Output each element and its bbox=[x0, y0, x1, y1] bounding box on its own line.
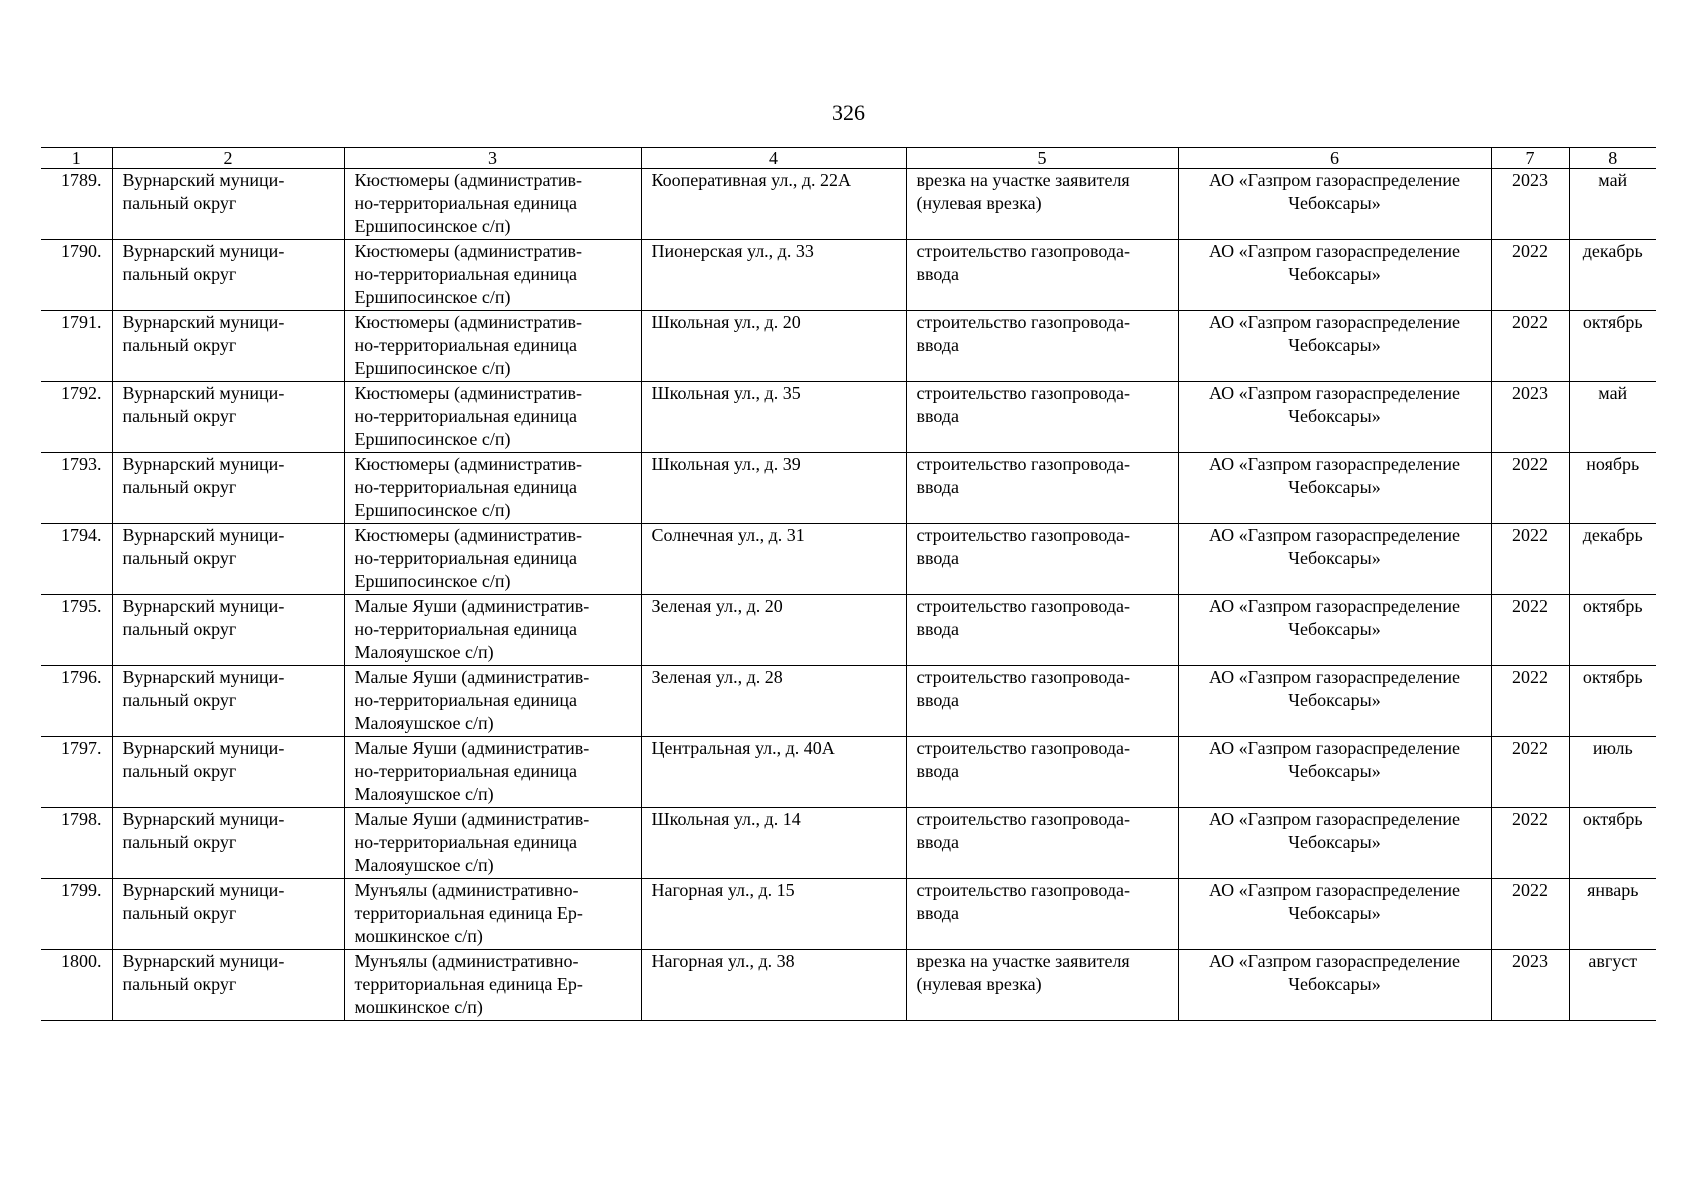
district-cell bbox=[112, 666, 344, 737]
column-header: 1 bbox=[41, 148, 112, 169]
organization-cell bbox=[1178, 666, 1491, 737]
address-cell bbox=[641, 808, 906, 879]
district-cell-text: Вурнарский муници- пальный округ bbox=[122, 667, 285, 710]
year-cell bbox=[1491, 382, 1569, 453]
district-cell-text: Вурнарский муници- пальный округ bbox=[122, 596, 285, 639]
organization-cell bbox=[1178, 595, 1491, 666]
year-cell-text: 2022 bbox=[1512, 880, 1548, 900]
page-number: 326 bbox=[832, 100, 865, 125]
year-cell-text: 2023 bbox=[1512, 951, 1548, 971]
month-cell-text: декабрь bbox=[1582, 525, 1643, 545]
district-cell bbox=[112, 808, 344, 879]
district-cell-text: Вурнарский муници- пальный округ bbox=[122, 951, 285, 994]
address-cell-text: Школьная ул., д. 39 bbox=[651, 454, 801, 474]
organization-cell bbox=[1178, 950, 1491, 1021]
organization-cell-text: АО «Газпром газораспределение Чебоксары» bbox=[1209, 312, 1460, 355]
header-row bbox=[41, 148, 1656, 169]
work-type-cell bbox=[906, 595, 1178, 666]
work-type-cell-text: строительство газопровода- ввода bbox=[916, 880, 1130, 923]
year-cell bbox=[1491, 311, 1569, 382]
locality-cell-text: Малые Яуши (административ- но-территориальная единица Малояушское с/п) bbox=[354, 738, 590, 804]
column-header: 5 bbox=[906, 148, 1178, 169]
table-row bbox=[41, 808, 1656, 879]
year-cell-text: 2022 bbox=[1512, 454, 1548, 474]
month-cell bbox=[1569, 169, 1656, 240]
month-cell bbox=[1569, 311, 1656, 382]
work-type-cell bbox=[906, 666, 1178, 737]
organization-cell bbox=[1178, 524, 1491, 595]
organization-cell-text: АО «Газпром газораспределение Чебоксары» bbox=[1209, 809, 1460, 852]
locality-cell bbox=[344, 666, 641, 737]
address-cell bbox=[641, 666, 906, 737]
district-cell bbox=[112, 737, 344, 808]
address-cell bbox=[641, 311, 906, 382]
column-header: 2 bbox=[112, 148, 344, 169]
month-cell-text: октябрь bbox=[1582, 596, 1643, 616]
work-type-cell bbox=[906, 311, 1178, 382]
row-number-text: 1795. bbox=[61, 596, 102, 616]
year-cell bbox=[1491, 666, 1569, 737]
district-cell bbox=[112, 950, 344, 1021]
locality-cell bbox=[344, 240, 641, 311]
locality-cell-text: Кюстюмеры (административ- но-территориальная единица Ершипосинское с/п) bbox=[354, 525, 583, 591]
year-cell-text: 2022 bbox=[1512, 738, 1548, 758]
row-number-text: 1792. bbox=[61, 383, 102, 403]
organization-cell-text: АО «Газпром газораспределение Чебоксары» bbox=[1209, 525, 1460, 568]
month-cell-text: октябрь bbox=[1582, 809, 1643, 829]
work-type-cell-text: строительство газопровода- ввода bbox=[916, 667, 1130, 710]
district-cell bbox=[112, 169, 344, 240]
address-cell bbox=[641, 879, 906, 950]
organization-cell bbox=[1178, 737, 1491, 808]
year-cell-text: 2022 bbox=[1512, 667, 1548, 687]
locality-cell-text: Кюстюмеры (административ- но-территориальная единица Ершипосинское с/п) bbox=[354, 454, 583, 520]
district-cell bbox=[112, 453, 344, 524]
work-type-cell-text: строительство газопровода- ввода bbox=[916, 454, 1130, 497]
organization-cell-text: АО «Газпром газораспределение Чебоксары» bbox=[1209, 951, 1460, 994]
organization-cell bbox=[1178, 240, 1491, 311]
work-type-cell bbox=[906, 879, 1178, 950]
row-number bbox=[41, 808, 112, 879]
row-number bbox=[41, 595, 112, 666]
organization-cell-text: АО «Газпром газораспределение Чебоксары» bbox=[1209, 454, 1460, 497]
column-header: 6 bbox=[1178, 148, 1491, 169]
row-number bbox=[41, 950, 112, 1021]
address-cell-text: Нагорная ул., д. 15 bbox=[651, 880, 795, 900]
district-cell-text: Вурнарский муници- пальный округ bbox=[122, 454, 285, 497]
work-type-cell-text: строительство газопровода- ввода bbox=[916, 738, 1130, 781]
work-type-cell-text: строительство газопровода- ввода bbox=[916, 241, 1130, 284]
year-cell bbox=[1491, 524, 1569, 595]
district-cell bbox=[112, 879, 344, 950]
district-cell bbox=[112, 240, 344, 311]
row-number bbox=[41, 737, 112, 808]
locality-cell bbox=[344, 595, 641, 666]
work-type-cell-text: строительство газопровода- ввода bbox=[916, 383, 1130, 426]
month-cell-text: май bbox=[1598, 383, 1628, 403]
row-number-text: 1793. bbox=[61, 454, 102, 474]
locality-cell-text: Малые Яуши (административ- но-территориальная единица Малояушское с/п) bbox=[354, 596, 590, 662]
year-cell bbox=[1491, 737, 1569, 808]
work-type-cell-text: строительство газопровода- ввода bbox=[916, 312, 1130, 355]
row-number bbox=[41, 879, 112, 950]
district-cell bbox=[112, 595, 344, 666]
row-number-text: 1790. bbox=[61, 241, 102, 261]
district-cell-text: Вурнарский муници- пальный округ bbox=[122, 241, 285, 284]
row-number-text: 1799. bbox=[61, 880, 102, 900]
organization-cell bbox=[1178, 808, 1491, 879]
month-cell-text: август bbox=[1588, 951, 1638, 971]
address-cell bbox=[641, 169, 906, 240]
row-number bbox=[41, 240, 112, 311]
month-cell bbox=[1569, 950, 1656, 1021]
address-cell bbox=[641, 737, 906, 808]
district-cell bbox=[112, 311, 344, 382]
row-number bbox=[41, 453, 112, 524]
locality-cell bbox=[344, 524, 641, 595]
row-number bbox=[41, 524, 112, 595]
locality-cell bbox=[344, 808, 641, 879]
month-cell-text: ноябрь bbox=[1586, 454, 1640, 474]
organization-cell-text: АО «Газпром газораспределение Чебоксары» bbox=[1209, 596, 1460, 639]
year-cell-text: 2022 bbox=[1512, 525, 1548, 545]
year-cell bbox=[1491, 169, 1569, 240]
month-cell bbox=[1569, 524, 1656, 595]
year-cell bbox=[1491, 879, 1569, 950]
month-cell bbox=[1569, 879, 1656, 950]
locality-cell-text: Малые Яуши (административ- но-территориальная единица Малояушское с/п) bbox=[354, 667, 590, 733]
year-cell-text: 2023 bbox=[1512, 383, 1548, 403]
month-cell bbox=[1569, 595, 1656, 666]
month-cell bbox=[1569, 737, 1656, 808]
locality-cell-text: Кюстюмеры (административ- но-территориальная единица Ершипосинское с/п) bbox=[354, 170, 583, 236]
row-number-text: 1791. bbox=[61, 312, 102, 332]
year-cell-text: 2022 bbox=[1512, 241, 1548, 261]
organization-cell-text: АО «Газпром газораспределение Чебоксары» bbox=[1209, 880, 1460, 923]
work-type-cell-text: врезка на участке заявителя (нулевая врезка) bbox=[916, 170, 1130, 213]
district-cell bbox=[112, 524, 344, 595]
work-type-cell-text: врезка на участке заявителя (нулевая врезка) bbox=[916, 951, 1130, 994]
locality-cell-text: Кюстюмеры (административ- но-территориальная единица Ершипосинское с/п) bbox=[354, 241, 583, 307]
work-type-cell bbox=[906, 382, 1178, 453]
column-header: 3 bbox=[344, 148, 641, 169]
year-cell bbox=[1491, 808, 1569, 879]
year-cell bbox=[1491, 595, 1569, 666]
month-cell-text: июль bbox=[1592, 738, 1633, 758]
column-header: 8 bbox=[1569, 148, 1656, 169]
district-cell-text: Вурнарский муници- пальный округ bbox=[122, 880, 285, 923]
work-type-cell-text: строительство газопровода- ввода bbox=[916, 596, 1130, 639]
table-row bbox=[41, 311, 1656, 382]
locality-cell-text: Кюстюмеры (административ- но-территориальная единица Ершипосинское с/п) bbox=[354, 383, 583, 449]
work-type-cell-text: строительство газопровода- ввода bbox=[916, 809, 1130, 852]
month-cell bbox=[1569, 382, 1656, 453]
locality-cell-text: Мунъялы (административно- территориальная единица Ер- мошкинское с/п) bbox=[354, 951, 583, 1017]
month-cell-text: октябрь bbox=[1582, 312, 1643, 332]
locality-cell bbox=[344, 737, 641, 808]
month-cell-text: май bbox=[1598, 170, 1628, 190]
address-cell bbox=[641, 595, 906, 666]
locality-cell bbox=[344, 453, 641, 524]
locality-cell-text: Кюстюмеры (административ- но-территориальная единица Ершипосинское с/п) bbox=[354, 312, 583, 378]
work-type-cell-text: строительство газопровода- ввода bbox=[916, 525, 1130, 568]
address-cell bbox=[641, 382, 906, 453]
table-row bbox=[41, 382, 1656, 453]
table-row bbox=[41, 666, 1656, 737]
table-row bbox=[41, 879, 1656, 950]
organization-cell-text: АО «Газпром газораспределение Чебоксары» bbox=[1209, 738, 1460, 781]
month-cell bbox=[1569, 808, 1656, 879]
year-cell bbox=[1491, 453, 1569, 524]
address-cell-text: Центральная ул., д. 40А bbox=[651, 738, 835, 758]
organization-cell bbox=[1178, 311, 1491, 382]
row-number bbox=[41, 311, 112, 382]
address-cell bbox=[641, 950, 906, 1021]
row-number-text: 1796. bbox=[61, 667, 102, 687]
organization-cell-text: АО «Газпром газораспределение Чебоксары» bbox=[1209, 241, 1460, 284]
district-cell-text: Вурнарский муници- пальный округ bbox=[122, 809, 285, 852]
organization-cell bbox=[1178, 169, 1491, 240]
address-cell-text: Нагорная ул., д. 38 bbox=[651, 951, 795, 971]
row-number-text: 1789. bbox=[61, 170, 102, 190]
table-row bbox=[41, 169, 1656, 240]
address-cell-text: Школьная ул., д. 35 bbox=[651, 383, 801, 403]
district-cell-text: Вурнарский муници- пальный округ bbox=[122, 170, 285, 213]
locality-cell-text: Мунъялы (административно- территориальная единица Ер- мошкинское с/п) bbox=[354, 880, 583, 946]
address-cell bbox=[641, 524, 906, 595]
year-cell-text: 2022 bbox=[1512, 312, 1548, 332]
row-number-text: 1797. bbox=[61, 738, 102, 758]
work-type-cell bbox=[906, 737, 1178, 808]
locality-cell bbox=[344, 311, 641, 382]
month-cell bbox=[1569, 666, 1656, 737]
table-row bbox=[41, 524, 1656, 595]
work-type-cell bbox=[906, 950, 1178, 1021]
address-cell-text: Солнечная ул., д. 31 bbox=[651, 525, 805, 545]
table-row bbox=[41, 595, 1656, 666]
month-cell bbox=[1569, 240, 1656, 311]
work-type-cell bbox=[906, 453, 1178, 524]
district-cell-text: Вурнарский муници- пальный округ bbox=[122, 525, 285, 568]
address-cell bbox=[641, 453, 906, 524]
table-row bbox=[41, 950, 1656, 1021]
organization-cell-text: АО «Газпром газораспределение Чебоксары» bbox=[1209, 667, 1460, 710]
organization-cell-text: АО «Газпром газораспределение Чебоксары» bbox=[1209, 383, 1460, 426]
address-cell-text: Школьная ул., д. 20 bbox=[651, 312, 801, 332]
address-cell-text: Кооперативная ул., д. 22А bbox=[651, 170, 852, 190]
district-cell-text: Вурнарский муници- пальный округ bbox=[122, 383, 285, 426]
data-table bbox=[41, 147, 1656, 1021]
year-cell bbox=[1491, 240, 1569, 311]
row-number bbox=[41, 169, 112, 240]
row-number-text: 1798. bbox=[61, 809, 102, 829]
district-cell-text: Вурнарский муници- пальный округ bbox=[122, 738, 285, 781]
organization-cell bbox=[1178, 879, 1491, 950]
column-header: 7 bbox=[1491, 148, 1569, 169]
row-number bbox=[41, 382, 112, 453]
table-row bbox=[41, 240, 1656, 311]
row-number-text: 1800. bbox=[61, 951, 102, 971]
address-cell-text: Зеленая ул., д. 20 bbox=[651, 596, 783, 616]
locality-cell bbox=[344, 950, 641, 1021]
year-cell-text: 2022 bbox=[1512, 596, 1548, 616]
month-cell-text: январь bbox=[1587, 880, 1639, 900]
row-number-text: 1794. bbox=[61, 525, 102, 545]
column-header: 4 bbox=[641, 148, 906, 169]
table-body bbox=[41, 169, 1656, 1021]
district-cell-text: Вурнарский муници- пальный округ bbox=[122, 312, 285, 355]
locality-cell bbox=[344, 169, 641, 240]
address-cell-text: Пионерская ул., д. 33 bbox=[651, 241, 814, 261]
year-cell bbox=[1491, 950, 1569, 1021]
month-cell-text: декабрь bbox=[1582, 241, 1643, 261]
table-row bbox=[41, 737, 1656, 808]
locality-cell bbox=[344, 879, 641, 950]
work-type-cell bbox=[906, 240, 1178, 311]
work-type-cell bbox=[906, 524, 1178, 595]
locality-cell-text: Малые Яуши (административ- но-территориальная единица Малояушское с/п) bbox=[354, 809, 590, 875]
year-cell-text: 2022 bbox=[1512, 809, 1548, 829]
organization-cell bbox=[1178, 453, 1491, 524]
year-cell-text: 2023 bbox=[1512, 170, 1548, 190]
month-cell-text: октябрь bbox=[1582, 667, 1643, 687]
locality-cell bbox=[344, 382, 641, 453]
address-cell-text: Школьная ул., д. 14 bbox=[651, 809, 801, 829]
district-cell bbox=[112, 382, 344, 453]
work-type-cell bbox=[906, 808, 1178, 879]
work-type-cell bbox=[906, 169, 1178, 240]
table-row bbox=[41, 453, 1656, 524]
row-number bbox=[41, 666, 112, 737]
address-cell bbox=[641, 240, 906, 311]
month-cell bbox=[1569, 453, 1656, 524]
address-cell-text: Зеленая ул., д. 28 bbox=[651, 667, 783, 687]
organization-cell-text: АО «Газпром газораспределение Чебоксары» bbox=[1209, 170, 1460, 213]
organization-cell bbox=[1178, 382, 1491, 453]
